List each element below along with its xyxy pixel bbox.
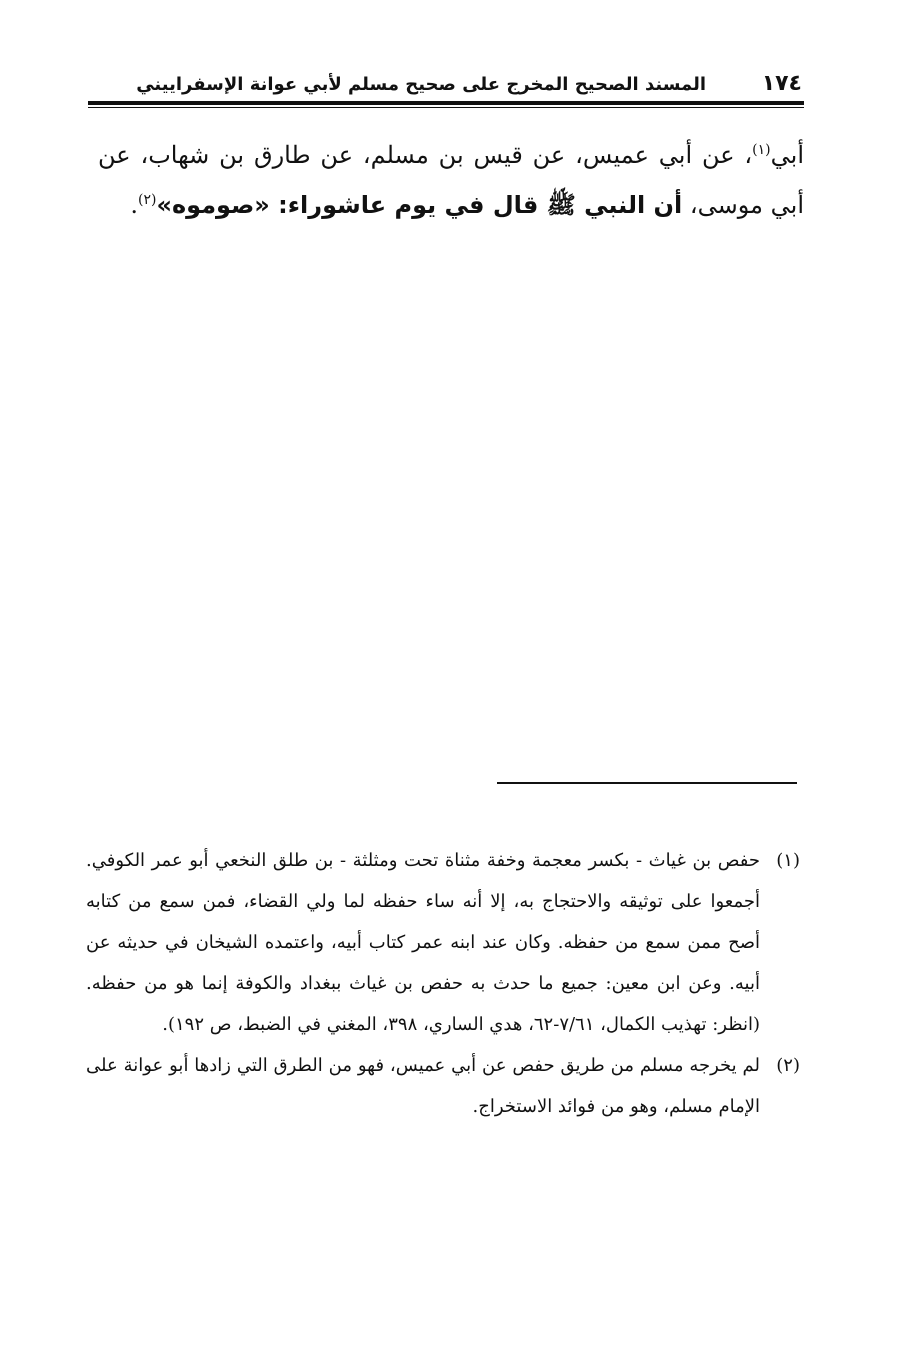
header-rule-thick	[88, 101, 804, 105]
footnotes	[86, 840, 800, 1127]
footnote-separator	[497, 782, 797, 784]
footnote-ref-1: (١)	[752, 142, 771, 158]
footnote-2	[86, 1045, 800, 1127]
chain-start: أبي	[770, 141, 804, 169]
running-header	[136, 70, 802, 100]
footnote-1	[86, 840, 800, 1045]
sentence-end: .	[130, 191, 138, 219]
header-rule-thin	[88, 107, 804, 108]
chain-of-narration: ، عن أبي عميس، عن قيس بن مسلم، عن طارق بن شهاب، عن أبي موسى،	[98, 141, 804, 219]
footnote-ref-2: (٢)	[138, 192, 157, 208]
hadith-quote: «صوموه»	[156, 191, 270, 219]
page-number: ١٧٤	[761, 71, 802, 96]
footnote-number: (١)	[776, 850, 800, 871]
hadith-statement: أن النبي ﷺ قال في يوم عاشوراء:	[269, 191, 683, 219]
footnote-number: (٢)	[776, 1055, 800, 1076]
book-title: المسند الصحيح المخرج على صحيح مسلم لأبي عوانة الإسفراييني	[136, 74, 706, 95]
footnote-text: حفص بن غياث - بكسر معجمة وخفة مثناة تحت ومثلثة - بن طلق النخعي أبو عمر الكوفي. أجمعوا على توثيقه والاحتجاج به، إلا أنه ساء حفظه لما ولي القضاء، فمن سمع من كتابه أصح ممن سمع من حفظه. وكان عند ابنه عمر كتاب أبيه، واعتمده الشيخان في حديثه عن أبيه. وعن ابن معين: جميع ما حدث به حفص بن غياث ببغداد والكوفة إنما هو من حفظه. (انظر: تهذيب الكمال، ٧/٦١-٦٢، هدي الساري، ٣٩٨، المغني في الضبط، ص ١٩٢).	[86, 850, 760, 1035]
hadith-text	[98, 130, 804, 230]
footnote-text: لم يخرجه مسلم من طريق حفص عن أبي عميس، فهو من الطرق التي زادها أبو عوانة على الإمام مسلم، وهو من فوائد الاستخراج.	[86, 1055, 760, 1117]
